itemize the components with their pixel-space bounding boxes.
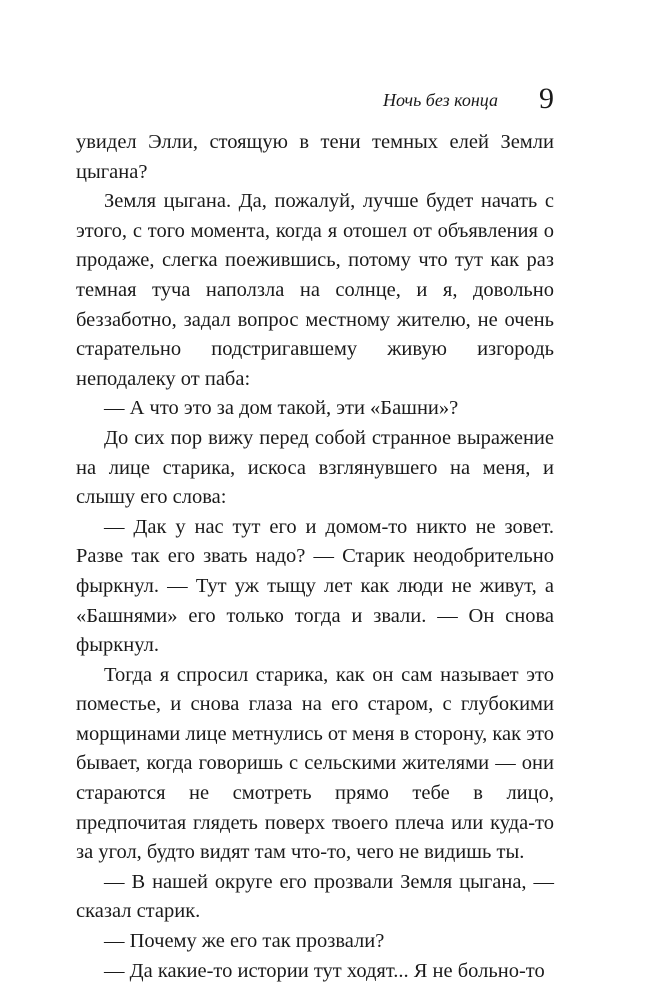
- body-text: [76, 128, 554, 986]
- paragraph: Земля цыгана. Да, пожалуй, лучше будет начать с этого, с того момента, когда я отошел от объявления о продаже, слегка поежившись, потому что тут как раз темная туча наползла на солнце, и я, довольно беззаботно, задал вопрос местному жителю, не очень старательно подстригавшему живую изгородь неподалеку от паба:: [76, 190, 554, 390]
- running-title: Ночь без конца: [382, 90, 498, 110]
- paragraph: До сих пор вижу перед собой странное выражение на лице старика, искоса взглянувшего на меня, и слышу его слова:: [76, 426, 554, 509]
- page-number: 9: [539, 82, 554, 115]
- page-header: [76, 82, 554, 122]
- paragraph: — Почему же его так прозвали?: [104, 930, 385, 953]
- paragraph: — Да какие-то истории тут ходят... Я не больно-то: [104, 959, 545, 982]
- paragraph: — Дак у нас тут его и домом-то никто не зовет. Разве так его звать надо? — Старик неодобрительно фыркнул. — Тут уж тыщу лет как люди не живут, а «Башнями» его только тогда и звали. — Он снова фыркнул.: [76, 515, 554, 657]
- paragraph: — А что это за дом такой, эти «Башни»?: [104, 397, 459, 420]
- paragraph: — В нашей округе его прозвали Земля цыгана, — сказал старик.: [76, 870, 554, 923]
- paragraph: увидел Элли, стоящую в тени темных елей Земли цыгана?: [76, 131, 554, 183]
- paragraph: Тогда я спросил старика, как он сам называет это поместье, и снова глаза на его старом, с глубокими морщинами лице метнулись от меня в сторону, как это бывает, когда говоришь с сельскими жителями — они стараются не смотреть прямо тебе в лицо, предпочитая глядеть поверх твоего плеча или куда-то за угол, будто видят там что-то, чего не видишь ты.: [76, 663, 554, 864]
